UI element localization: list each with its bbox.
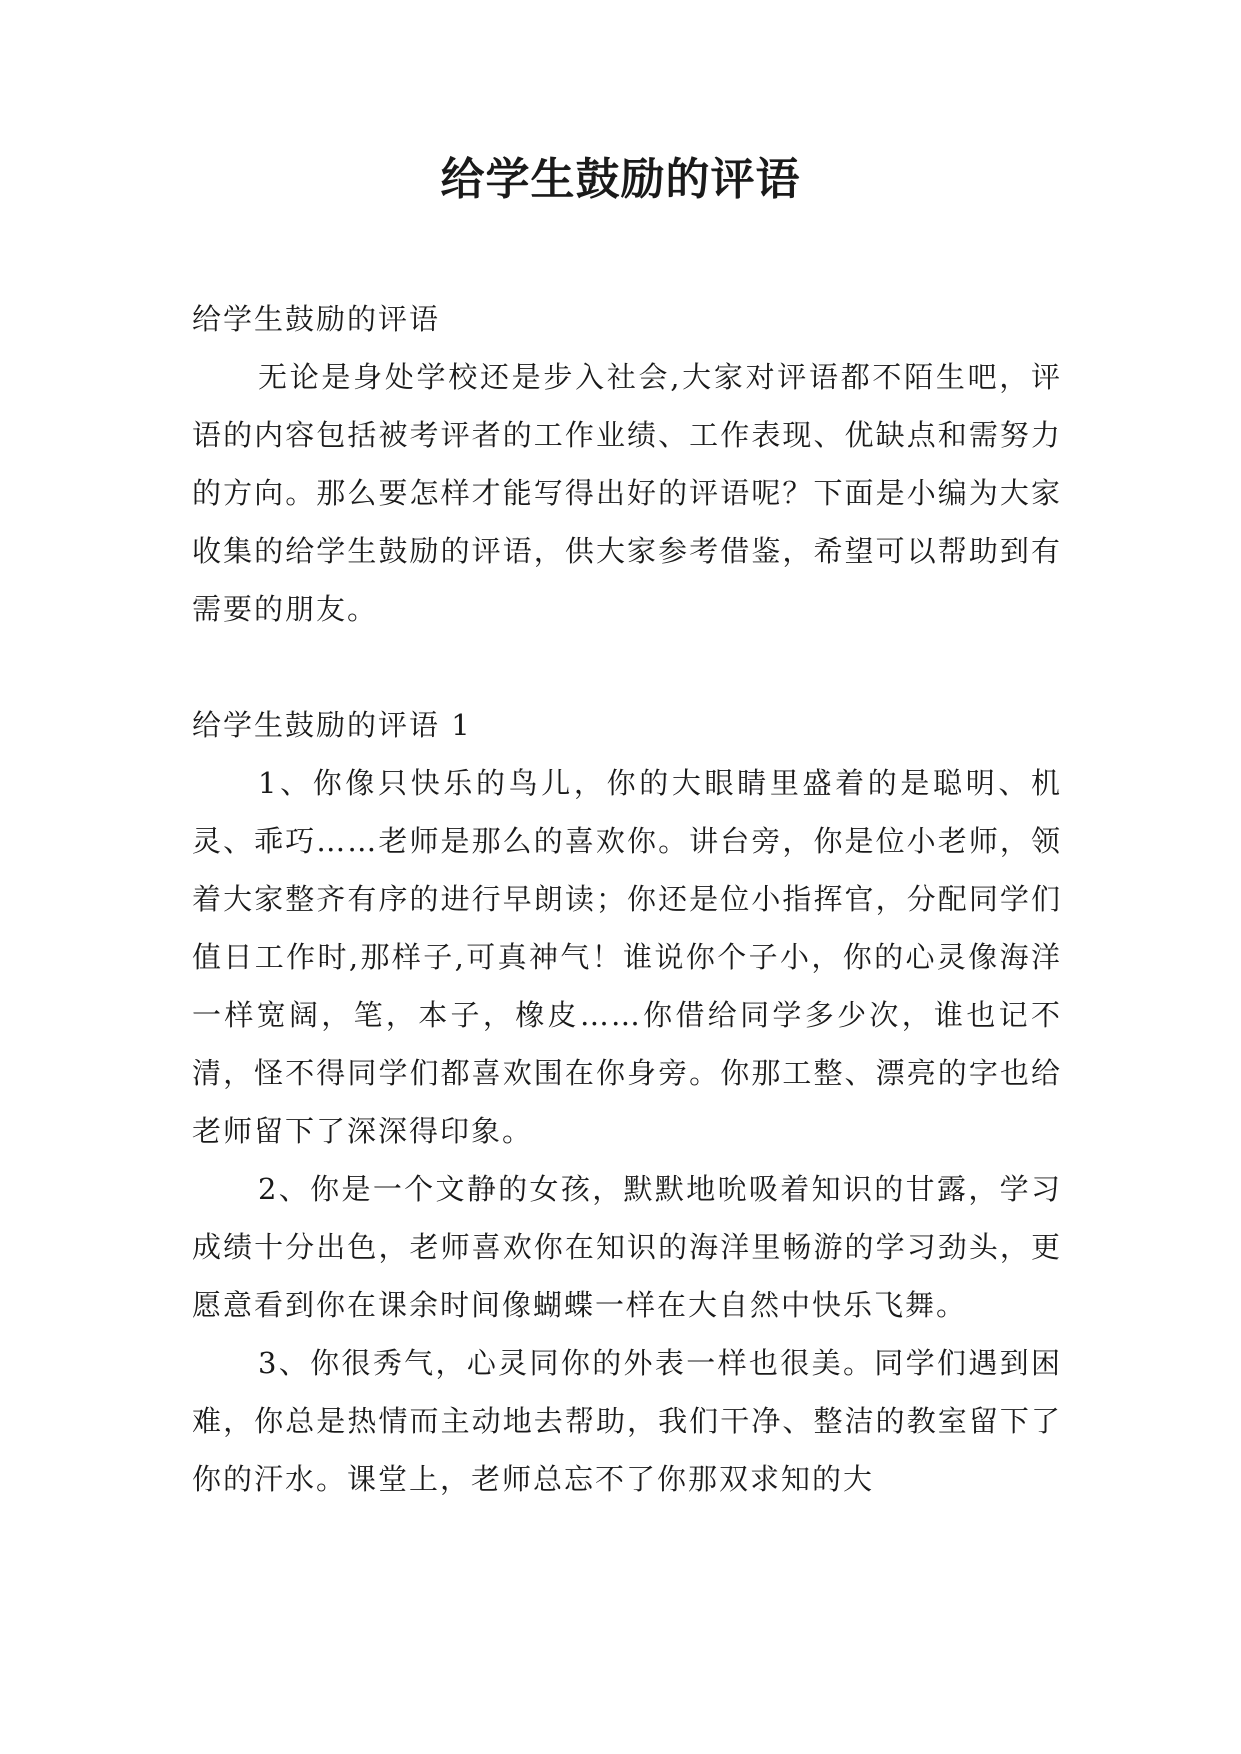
intro-paragraph: 无论是身处学校还是步入社会,大家对评语都不陌生吧，评语的内容包括被考评者的工作业绩、工作表现、优缺点和需努力的方向。那么要怎样才能写得出好的评语呢？下面是小编为大家收集的给学生鼓励的评语，供大家参考借鉴，希望可以帮助到有需要的朋友。 [192,360,1062,626]
document-subtitle: 给学生鼓励的评语 [192,302,441,336]
paragraph-spacer [192,638,1062,696]
document-body [192,290,1062,1508]
comment-item: 1、你像只快乐的鸟儿，你的大眼睛里盛着的是聪明、机灵、乖巧……老师是那么的喜欢你。讲台旁，你是位小老师，领着大家整齐有序的进行早朗读；你还是位小指挥官，分配同学们值日工作时,那样子,可真神气！谁说你个子小，你的心灵像海洋一样宽阔，笔，本子，橡皮……你借给同学多少次，谁也记不清，怪不得同学们都喜欢围在你身旁。你那工整、漂亮的字也给老师留下了深深得印象。 [192,766,1062,1148]
section-heading: 给学生鼓励的评语 1 [192,708,472,742]
document-title: 给学生鼓励的评语 [440,154,801,205]
comment-item: 2、你是一个文静的女孩，默默地吮吸着知识的甘露，学习成绩十分出色，老师喜欢你在知识的海洋里畅游的学习劲头，更愿意看到你在课余时间像蝴蝶一样在大自然中快乐飞舞。 [192,1172,1062,1322]
comment-item: 3、你很秀气，心灵同你的外表一样也很美。同学们遇到困难，你总是热情而主动地去帮助，我们干净、整洁的教室留下了你的汗水。课堂上，老师总忘不了你那双求知的大 [192,1346,1062,1496]
